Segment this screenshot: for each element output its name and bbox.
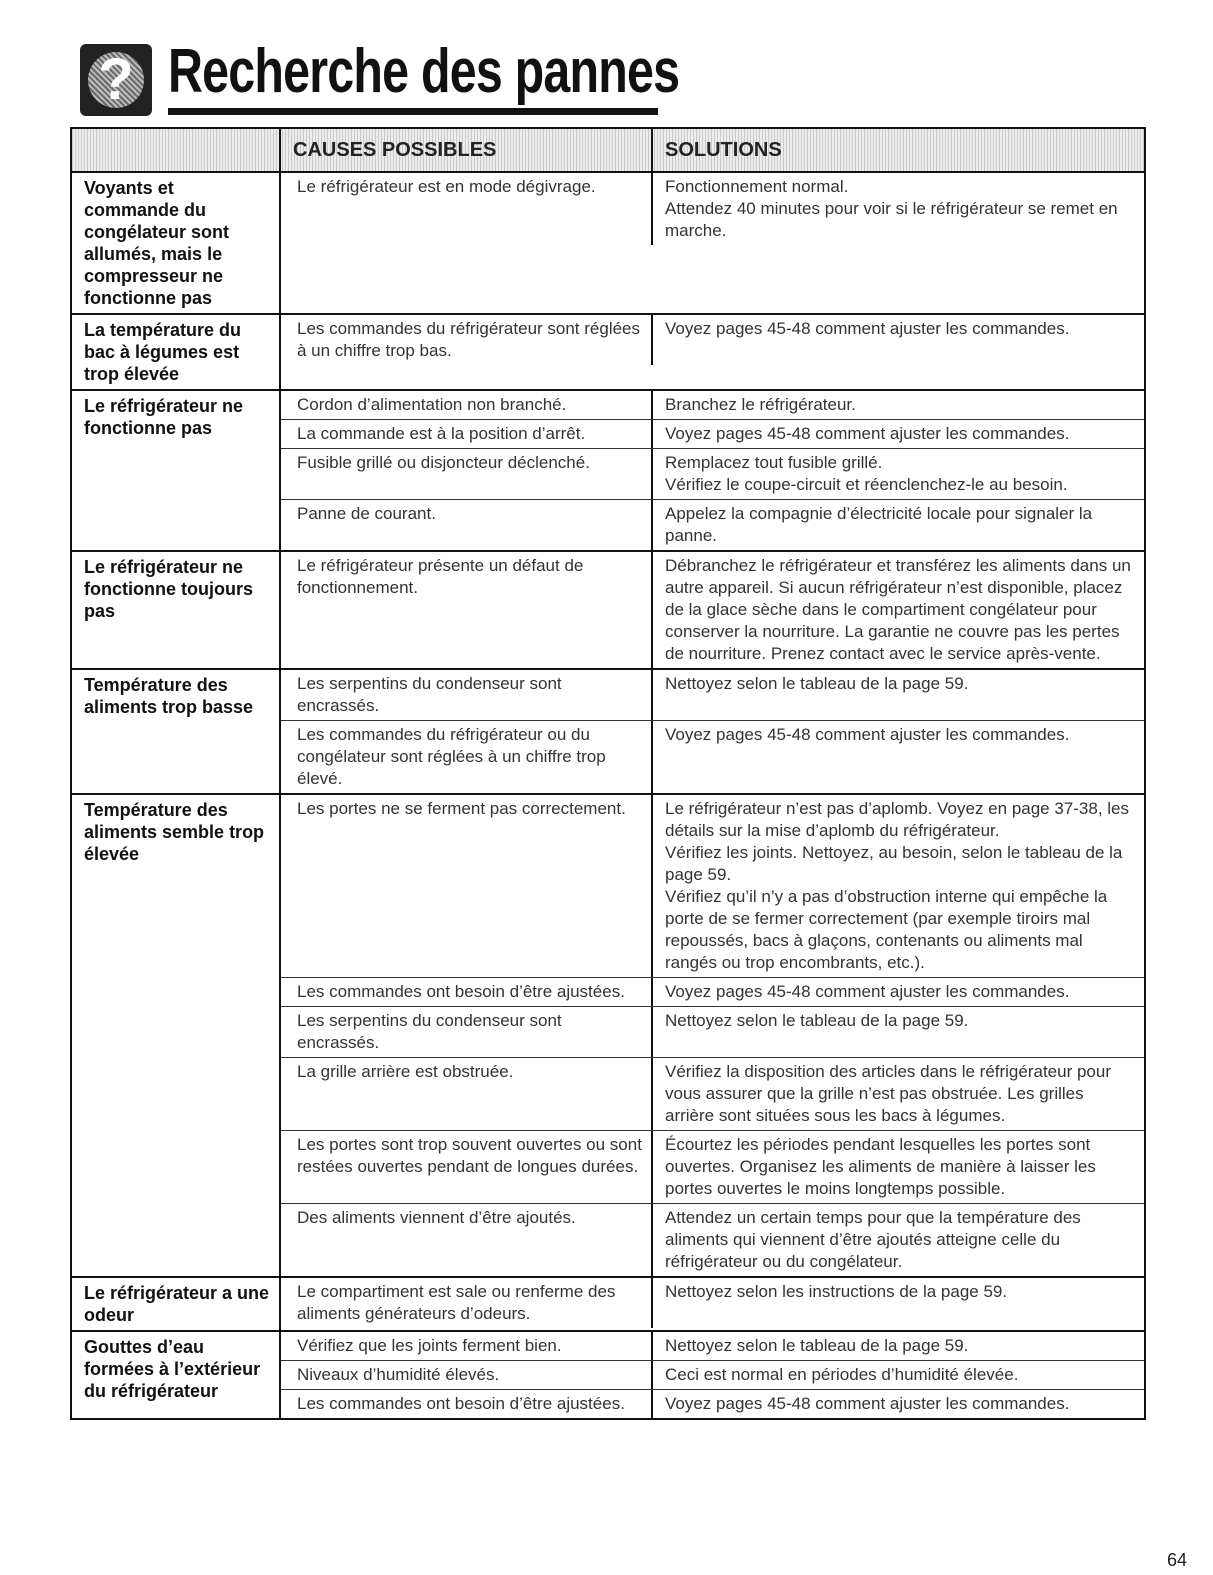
problem-label: Température des aliments trop basse — [72, 670, 281, 793]
cause-cell: Le réfrigérateur présente un défaut de fonctionnement. — [281, 552, 653, 668]
problem-block — [72, 1278, 1144, 1332]
solution-cell: Nettoyez selon le tableau de la page 59. — [665, 1336, 969, 1355]
cause-cell: Les commandes ont besoin d’être ajustées. — [281, 1390, 653, 1418]
cause-solution-rows — [281, 1332, 1144, 1418]
solution-cell: Le réfrigérateur n’est pas d’aplomb. Voyez en page 37-38, les détails sur la mise d’aplomb du réfrigérateur. Vérifiez les joints. Nettoyez, au besoin, selon le tableau de la page 59. Vérifiez qu’il n’y a pas d’obstruction interne qui empêche la porte de se fermer correctement (par exemple tiroirs mal repoussés, bacs à glaçons, contenants ou aliments mal rangés ou trop encombrants, etc.). — [665, 799, 1130, 972]
problem-block — [72, 552, 1144, 670]
problem-block — [72, 315, 1144, 391]
table-row — [281, 173, 1144, 245]
cause-cell: Panne de courant. — [281, 500, 653, 550]
table-row — [281, 670, 1144, 721]
problem-block — [72, 391, 1144, 552]
table-row — [281, 1007, 1144, 1058]
page-number: 64 — [1166, 1550, 1187, 1570]
cause-cell: Les commandes du réfrigérateur ou du congélateur sont réglées à un chiffre trop élevé. — [281, 721, 653, 793]
cause-cell: Les serpentins du condenseur sont encrassés. — [281, 1007, 653, 1057]
cause-cell: Les portes sont trop souvent ouvertes ou sont restées ouvertes pendant de longues durées. — [281, 1131, 653, 1203]
problem-block — [72, 795, 1144, 1278]
cause-solution-rows — [281, 391, 1144, 550]
table-row — [281, 1131, 1144, 1204]
table-row — [281, 978, 1144, 1007]
header-solutions: SOLUTIONS — [665, 139, 782, 161]
table-row — [281, 449, 1144, 500]
table-row — [281, 1332, 1144, 1361]
title-underline — [168, 108, 658, 115]
table-row — [281, 420, 1144, 449]
problem-label: Le réfrigérateur ne fonctionne pas — [72, 391, 281, 550]
table-row — [281, 1058, 1144, 1131]
problem-block — [72, 173, 1144, 315]
cause-cell: Le compartiment est sale ou renferme des aliments générateurs d’odeurs. — [281, 1278, 653, 1328]
cause-cell: Vérifiez que les joints ferment bien. — [281, 1332, 653, 1360]
cause-cell: Les portes ne se ferment pas correctement. — [281, 795, 653, 977]
cause-solution-rows — [281, 173, 1144, 313]
table-row — [281, 721, 1144, 793]
cause-solution-rows — [281, 670, 1144, 793]
solution-cell: Débranchez le réfrigérateur et transférez les aliments dans un autre appareil. Si aucun réfrigérateur n’est disponible, placez de la glace sèche dans le compartiment congélateur pour conserver la nourriture. La garantie ne couvre pas les pertes de nourriture. Prenez contact avec le service après-vente. — [665, 556, 1131, 663]
cause-cell: Les serpentins du condenseur sont encrassés. — [281, 670, 653, 720]
solution-cell: Nettoyez selon le tableau de la page 59. — [665, 674, 969, 693]
question-mark-icon: ? — [80, 44, 152, 116]
header-causes: CAUSES POSSIBLES — [281, 129, 653, 171]
solution-cell: Voyez pages 45-48 comment ajuster les commandes. — [665, 1394, 1070, 1413]
cause-cell: Niveaux d’humidité élevés. — [281, 1361, 653, 1389]
page-title: Recherche des pannes — [168, 37, 680, 106]
table-row — [281, 391, 1144, 420]
problem-label: La température du bac à légumes est trop élevée — [72, 315, 281, 389]
solution-cell: Écourtez les périodes pendant lesquelles les portes sont ouvertes. Organisez les aliments de manière à laisser les portes ouvertes le moins longtemps possible. — [665, 1135, 1096, 1198]
solution-cell: Remplacez tout fusible grillé. Vérifiez le coupe-circuit et réenclenchez-le au besoin. — [665, 453, 1068, 494]
table-header — [72, 129, 1144, 173]
cause-solution-rows — [281, 552, 1144, 668]
solution-cell: Voyez pages 45-48 comment ajuster les commandes. — [665, 424, 1070, 443]
cause-cell: Cordon d’alimentation non branché. — [281, 391, 653, 419]
header-problem — [72, 129, 281, 171]
solution-cell: Branchez le réfrigérateur. — [665, 395, 856, 414]
problem-label: Gouttes d’eau formées à l’extérieur du réfrigérateur — [72, 1332, 281, 1418]
cause-cell: Fusible grillé ou disjoncteur déclenché. — [281, 449, 653, 499]
solution-cell: Voyez pages 45-48 comment ajuster les commandes. — [665, 982, 1070, 1001]
problem-label: Le réfrigérateur ne fonctionne toujours pas — [72, 552, 281, 668]
troubleshooting-table — [70, 127, 1146, 1420]
problem-label: Température des aliments semble trop élevée — [72, 795, 281, 1276]
solution-cell: Appelez la compagnie d’électricité locale pour signaler la panne. — [665, 504, 1093, 545]
solution-cell: Voyez pages 45-48 comment ajuster les commandes. — [665, 319, 1070, 338]
table-row — [281, 1204, 1144, 1276]
table-row — [281, 500, 1144, 550]
solution-cell: Fonctionnement normal. Attendez 40 minutes pour voir si le réfrigérateur se remet en marche. — [665, 177, 1118, 240]
solution-cell: Nettoyez selon le tableau de la page 59. — [665, 1011, 969, 1030]
cause-solution-rows — [281, 795, 1144, 1276]
cause-cell: Les commandes du réfrigérateur sont réglées à un chiffre trop bas. — [281, 315, 653, 365]
problem-label: Le réfrigérateur a une odeur — [72, 1278, 281, 1330]
cause-cell: Les commandes ont besoin d’être ajustées. — [281, 978, 653, 1006]
table-row — [281, 795, 1144, 978]
table-row — [281, 315, 1144, 365]
cause-solution-rows — [281, 315, 1144, 389]
table-row — [281, 1278, 1144, 1328]
problem-label: Voyants et commande du congélateur sont allumés, mais le compresseur ne fonctionne pas — [72, 173, 281, 313]
table-row — [281, 1390, 1144, 1418]
table-row — [281, 1361, 1144, 1390]
cause-cell: La grille arrière est obstruée. — [281, 1058, 653, 1130]
cause-cell: Le réfrigérateur est en mode dégivrage. — [281, 173, 653, 245]
problem-block — [72, 1332, 1144, 1418]
table-row — [281, 552, 1144, 668]
problem-block — [72, 670, 1144, 795]
cause-cell: Des aliments viennent d’être ajoutés. — [281, 1204, 653, 1276]
solution-cell: Vérifiez la disposition des articles dans le réfrigérateur pour vous assurer que la grille n’est pas obstruée. Les grilles arrière sont situées sous les bacs à légumes. — [665, 1062, 1112, 1125]
solution-cell: Voyez pages 45-48 comment ajuster les commandes. — [665, 725, 1070, 744]
solution-cell: Nettoyez selon les instructions de la page 59. — [665, 1282, 1008, 1301]
cause-cell: La commande est à la position d’arrêt. — [281, 420, 653, 448]
solution-cell: Ceci est normal en périodes d’humidité élevée. — [665, 1365, 1019, 1384]
solution-cell: Attendez un certain temps pour que la température des aliments qui viennent d’être ajoutés atteigne celle du réfrigérateur ou du congélateur. — [665, 1208, 1081, 1271]
cause-solution-rows — [281, 1278, 1144, 1330]
